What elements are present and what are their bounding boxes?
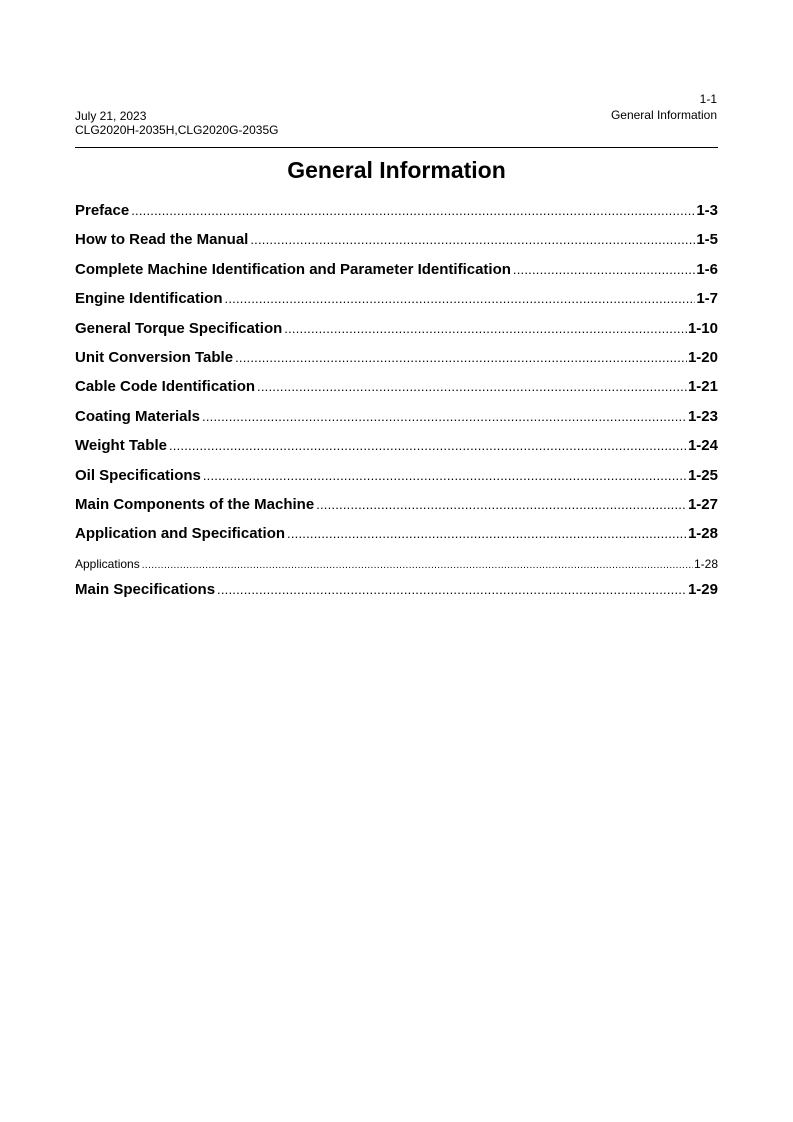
toc-entry[interactable] [75, 288, 718, 317]
header-page-number: 1-1 [699, 92, 717, 106]
toc-entry-page: 1-3 [696, 202, 718, 219]
toc-dot-leader [284, 318, 687, 340]
toc-entry[interactable] [75, 200, 718, 229]
toc-entry-page: 1-27 [687, 495, 718, 513]
page-title: General Information [287, 157, 506, 183]
table-of-contents [75, 200, 718, 608]
toc-dot-leader [250, 229, 695, 251]
toc-dot-leader [203, 465, 687, 487]
toc-entry[interactable] [75, 406, 718, 435]
toc-entry-label: Weight Table [75, 437, 167, 455]
toc-entry-page: 1-25 [687, 466, 718, 484]
toc-entry-page: 1-28 [693, 556, 718, 571]
toc-entry[interactable] [75, 435, 718, 464]
toc-entry[interactable] [75, 318, 718, 347]
toc-entry-label: Cable Code Identification [75, 378, 256, 396]
toc-entry-page: 1-29 [687, 580, 718, 598]
toc-dot-leader [202, 406, 687, 428]
toc-entry-label: Main Components of the Machine [75, 495, 315, 513]
toc-dot-leader [131, 200, 695, 222]
toc-entry[interactable] [75, 553, 718, 579]
toc-entry-page: 1-21 [687, 378, 718, 396]
toc-entry-label: General Torque Specification [75, 319, 283, 337]
toc-entry-page: 1-24 [687, 437, 718, 455]
toc-dot-leader [225, 288, 696, 310]
toc-dot-leader [217, 579, 687, 601]
toc-entry-page: 1-28 [687, 525, 718, 543]
toc-entry-page: 1-23 [687, 407, 718, 425]
toc-entry-label: How to Read the Manual [75, 231, 249, 249]
toc-entry[interactable] [75, 523, 718, 552]
toc-entry-label: Main Specifications [75, 580, 216, 598]
toc-entry-label: Engine Identification [75, 290, 223, 308]
toc-dot-leader [316, 494, 687, 516]
toc-dot-leader [169, 435, 687, 457]
toc-entry-label: Unit Conversion Table [75, 348, 234, 366]
toc-entry-label: Coating Materials [75, 407, 201, 425]
header-section-name: General Information [610, 108, 717, 122]
toc-entry-page: 1-7 [696, 290, 718, 308]
toc-entry[interactable] [75, 579, 718, 608]
toc-entry-label: Applications [75, 556, 140, 571]
toc-dot-leader [235, 347, 687, 369]
toc-entry-label: Application and Specification [75, 525, 286, 543]
toc-entry-page: 1-20 [687, 348, 718, 366]
header-divider [75, 147, 718, 148]
toc-dot-leader [287, 523, 687, 545]
toc-entry-page: 1-5 [696, 231, 718, 249]
toc-entry-label: Complete Machine Identification and Parameter Identification [75, 260, 511, 278]
toc-entry-page: 1-6 [696, 260, 718, 278]
toc-entry-page: 1-10 [687, 319, 718, 337]
toc-entry[interactable] [75, 376, 718, 405]
toc-dot-leader [513, 259, 695, 281]
toc-entry[interactable] [75, 465, 718, 494]
header-model-range: CLG2020H-2035H,CLG2020G-2035G [75, 123, 279, 137]
toc-dot-leader [142, 555, 693, 577]
toc-entry[interactable] [75, 347, 718, 376]
toc-entry[interactable] [75, 229, 718, 258]
toc-dot-leader [257, 376, 687, 398]
toc-entry[interactable] [75, 494, 718, 523]
toc-entry-label: Preface [75, 202, 130, 219]
header-date: July 21, 2023 [75, 109, 147, 123]
toc-entry[interactable] [75, 259, 718, 288]
toc-entry-label: Oil Specifications [75, 466, 201, 484]
